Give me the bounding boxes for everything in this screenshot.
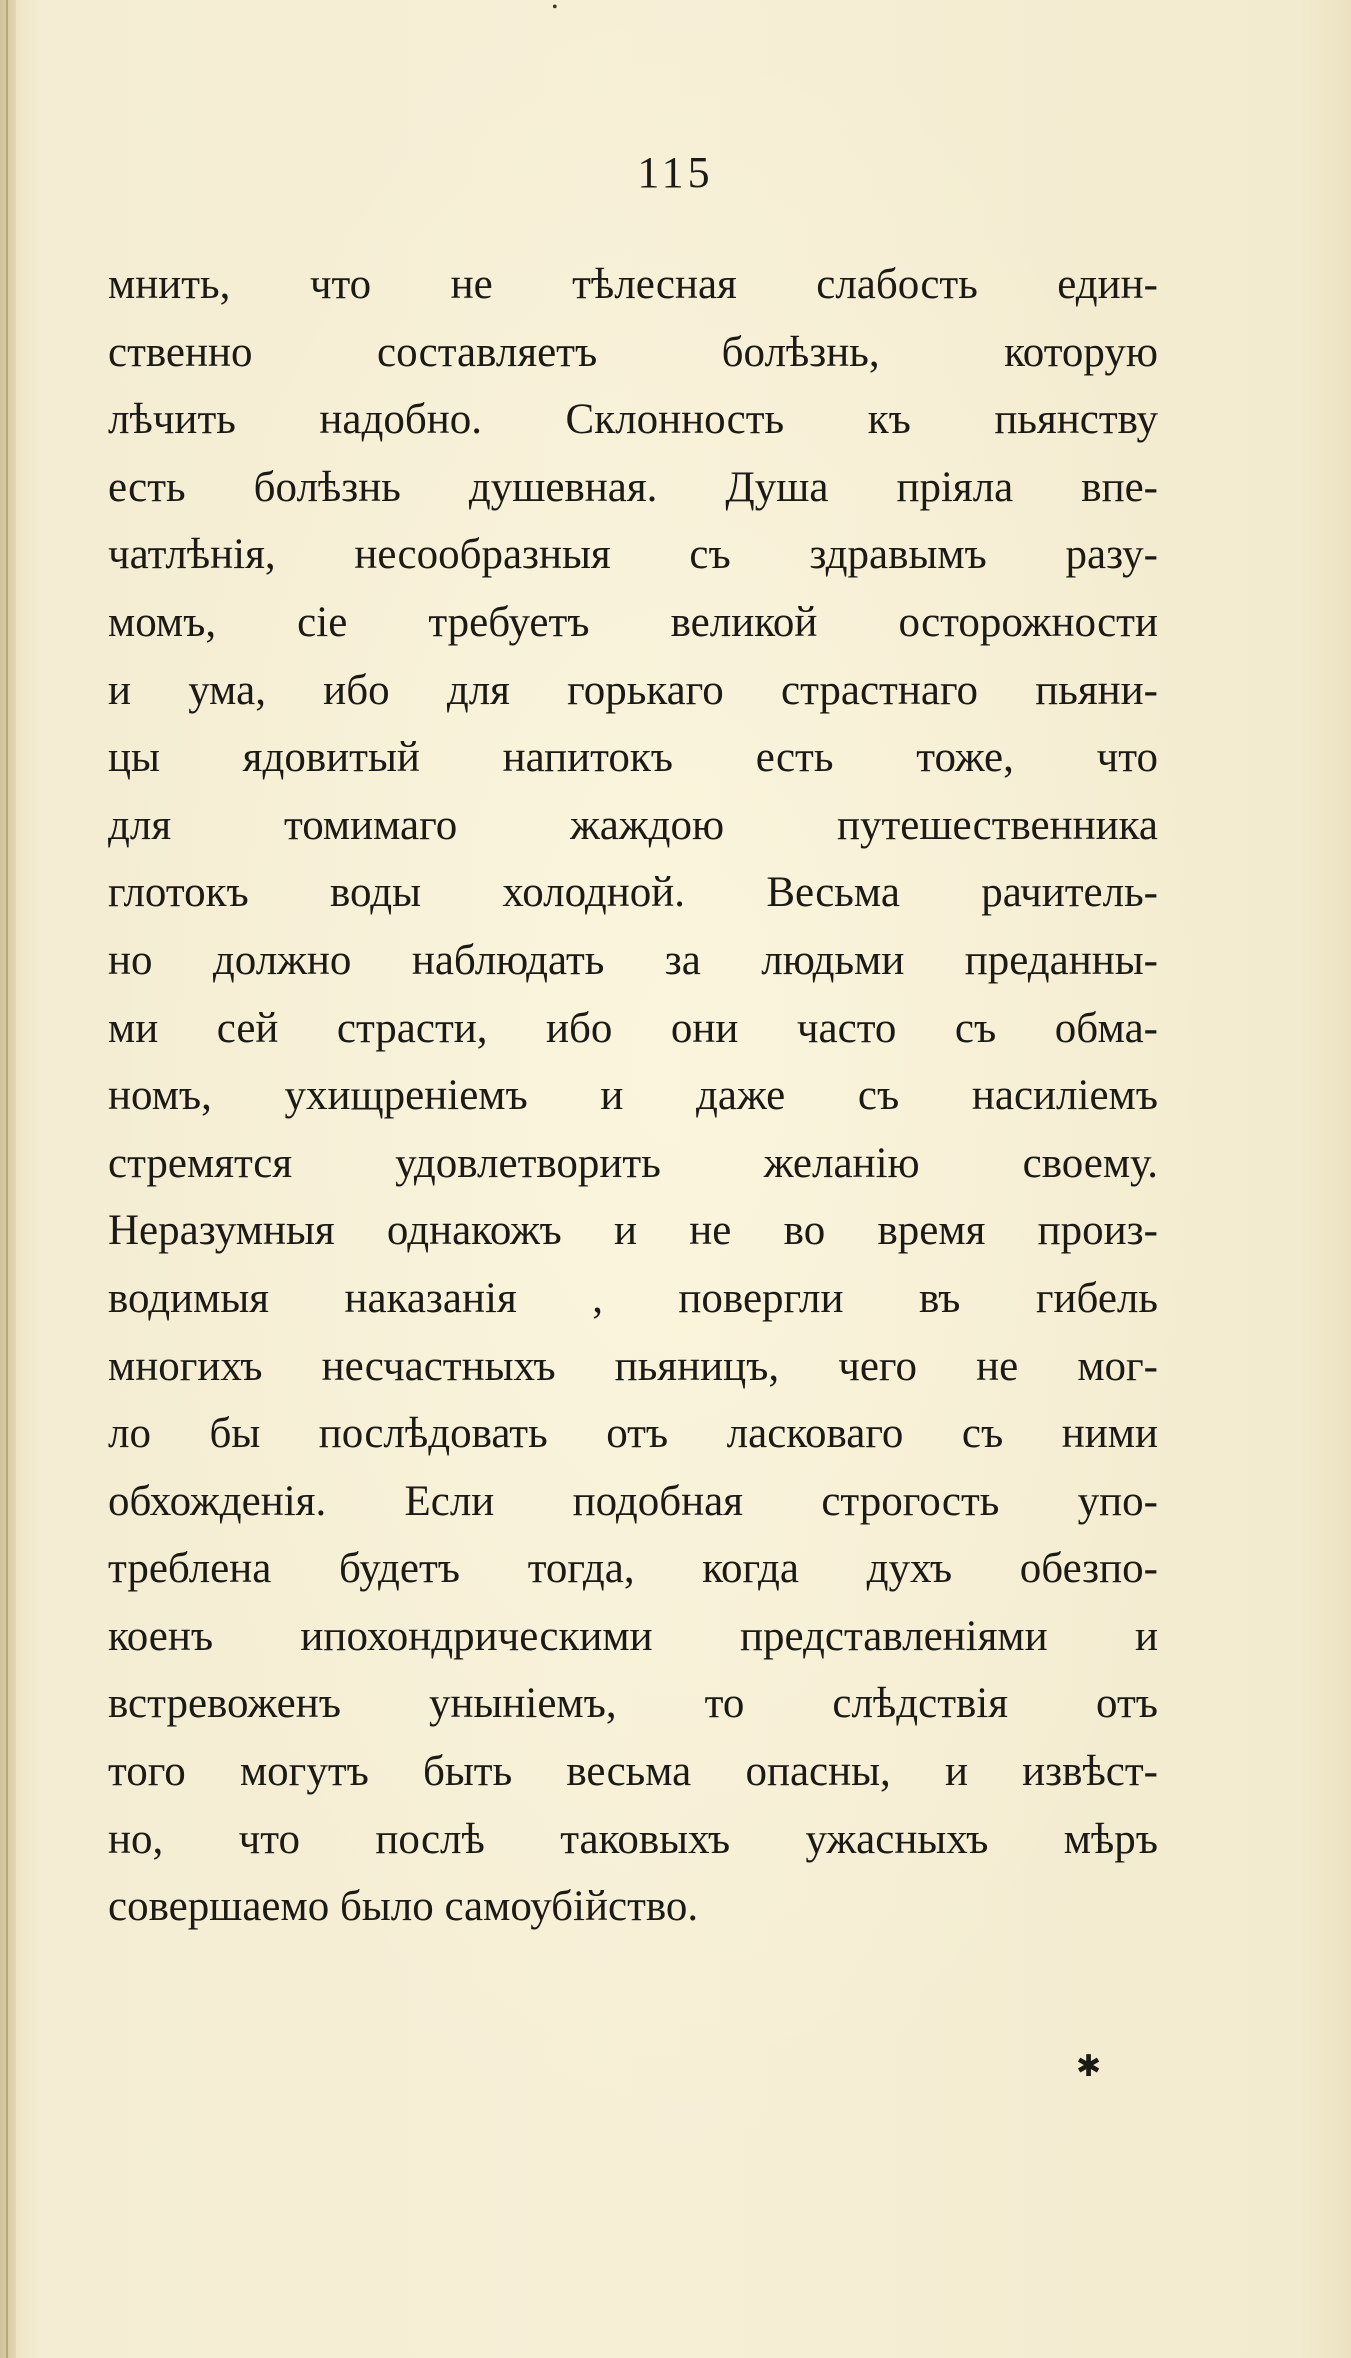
- body-text: [108, 251, 1158, 1941]
- text-line: того могутъ быть весьма опасны, и извѣст-: [108, 1748, 1158, 1796]
- text-line: ло бы послѣдовать отъ ласковаго съ ними: [108, 1410, 1158, 1458]
- text-line: треблена будетъ тогда, когда духъ обезпо-: [108, 1545, 1158, 1593]
- text-line: чатлѣнія, несообразныя съ здравымъ разу-: [108, 531, 1158, 579]
- text-line: лѣчить надобно. Склонность къ пьянству: [108, 396, 1158, 444]
- text-line: мнить, что не тѣлесная слабость един-: [108, 261, 1158, 308]
- text-line: цы ядовитый напитокъ есть тоже, что: [108, 734, 1158, 782]
- text-line: момъ, сіе требуетъ великой осторожности: [108, 598, 1158, 646]
- text-line-last: совершаемо было самоубійство.: [108, 1883, 699, 1931]
- text-line: и ума, ибо для горькаго страстнаго пьяни-: [108, 666, 1158, 714]
- text-line: ми сей страсти, ибо они часто съ обма-: [108, 1004, 1158, 1052]
- top-ink-mark: •: [552, 0, 558, 16]
- ornament-asterisk: ✱: [1076, 2050, 1102, 2083]
- text-line: коенъ ипохондрическими представленіями и: [108, 1612, 1158, 1660]
- text-line: но, что послѣ таковыхъ ужасныхъ мѣръ: [108, 1815, 1158, 1863]
- text-line: номъ, ухищреніемъ и даже съ насиліемъ: [108, 1072, 1158, 1120]
- text-line: Неразумныя однакожъ и не во время произ-: [108, 1207, 1158, 1255]
- page-gutter: [0, 0, 16, 2358]
- text-line: водимыя наказанія , повергли въ гибель: [108, 1274, 1158, 1322]
- text-line: но должно наблюдать за людьми преданны-: [108, 936, 1158, 984]
- text-line: глотокъ воды холодной. Весьма рачитель-: [108, 869, 1158, 917]
- text-line: встревоженъ уныніемъ, то слѣдствія отъ: [108, 1680, 1158, 1728]
- text-line: ственно составляетъ болѣзнь, которую: [108, 328, 1158, 376]
- page-number: 115: [637, 148, 714, 197]
- text-line: есть болѣзнь душевная. Душа пріяла впе-: [108, 463, 1158, 511]
- text-line: для томимаго жаждою путешественника: [108, 801, 1158, 849]
- text-line: многихъ несчастныхъ пьяницъ, чего не мог-: [108, 1342, 1158, 1390]
- gutter-line: [6, 0, 8, 2358]
- text-line: обхожденія. Если подобная строгость упо-: [108, 1477, 1158, 1525]
- text-line: стремятся удовлетворить желанію своему.: [108, 1139, 1158, 1187]
